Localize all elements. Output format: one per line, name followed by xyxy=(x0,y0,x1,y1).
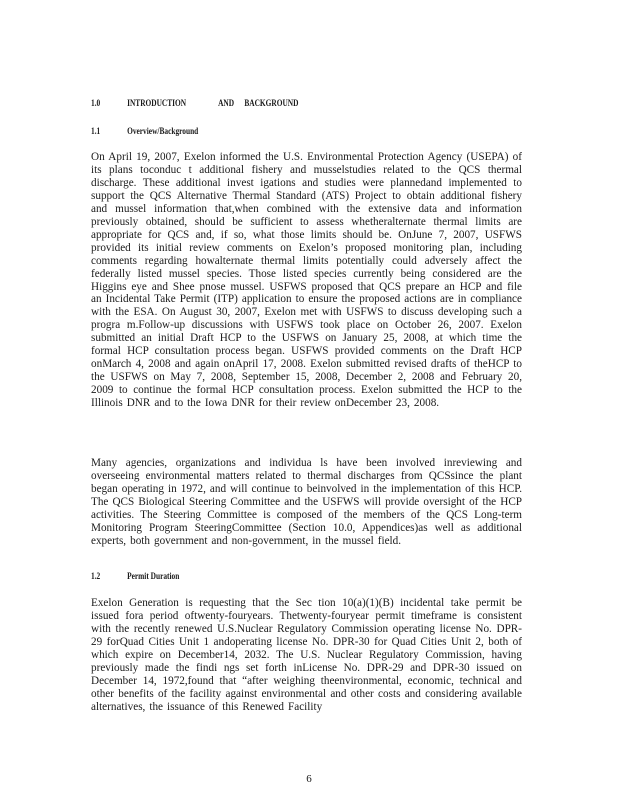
subsection-title: Overview/Background xyxy=(127,126,199,136)
body-paragraph: Many agencies, organizations and individua ls have been involved inreviewing and overseeing environmental matters related to thermal discharges from QCSsince the plant began operating in 1972, and will continue to beinvolved in the implementation of this HCP. The QCS Biological Steering Committee and the USFWS will provide oversight of the HCP activities. The Steering Committee is composed of the members of the QCS Long-term Monitoring Program SteeringCommittee (Section 10.0, Appendices)as well as additional experts, both government and non-government, in the mussel field. xyxy=(91,457,522,547)
subsection-heading-permit-duration xyxy=(91,571,179,581)
body-paragraph: On April 19, 2007, Exelon informed the U.S. Environmental Protection Agency (USEPA) of its plans toconduc t additional fishery and musselstudies related to the QCS thermal discharge. These additional invest igations and studies were plannedand implemented to support the QCS Alternative Thermal Standard (ATS) Project to obtain additional fishery and mussel information that,when combined with the extensive data and information previously obtained, should be sufficient to assess whetheralternate thermal limits are appropriate for QCS and, if so, what those limits should be. OnJune 7, 2007, USFWS provided its initial review comments on Exelon’s proposed monitoring plan, including comments regarding howalternate thermal limits potentially could adversely affect the federally listed mussel species. Those listed species currently being considered are the Higgins eye and Shee pnose mussel. USFWS proposed that QCS prepare an HCP and file an Incidental Take Permit (ITP) application to ensure the proposed actions are in compliance with the ESA. On August 30, 2007, Exelon met with USFWS to discuss developing such a progra m.Follow-up discussions with USFWS took place on October 26, 2007. Exelon submitted an initial Draft HCP to the USFWS on January 25, 2008, at which time the formal HCP consultation process began. USFWS provided comments on the Draft HCP onMarch 4, 2008 and again onApril 17, 2008. Exelon submitted revised drafts of theHCP to the USFWS on May 7, 2008, September 15, 2008, December 2, 2008 and February 20, 2009 to continue the formal HCP consultation process. Exelon submitted the HCP to the Illinois DNR and to the Iowa DNR for their review onDecember 23, 2008. xyxy=(91,151,522,410)
section-title-part: BACKGROUND xyxy=(244,98,299,108)
subsection-number: 1.2 xyxy=(91,571,101,581)
subsection-heading-overview xyxy=(91,126,198,136)
body-paragraph: Exelon Generation is requesting that the Sec tion 10(a)(1)(B) incidental take permit be issued fora period oftwenty-fouryears. Thetwenty-fouryear permit timeframe is consistent with the recently renewed U.S.Nuclear Regulatory Commission operating license No. DPR-29 forQuad Cities Unit 1 andoperating license No. DPR-30 for Quad Cities Unit 2, both of which expire on December14, 2032. The U.S. Nuclear Regulatory Commission, having previously made the findi ngs set forth inLicense No. DPR-29 and DPR-30 issued on December 14, 1972,found that “after weighing theenvironmental, economic, technical and other benefits of the facility against environmental and other costs and considering available alternatives, the issuance of this Renewed Facility xyxy=(91,597,522,713)
section-number: 1.0 xyxy=(91,98,101,108)
subsection-title: Permit Duration xyxy=(127,571,180,581)
page-number: 6 xyxy=(306,773,312,785)
section-title-part: AND xyxy=(218,98,235,108)
section-title-part: INTRODUCTION xyxy=(127,98,187,108)
section-heading-introduction xyxy=(91,98,298,108)
subsection-number: 1.1 xyxy=(91,126,101,136)
